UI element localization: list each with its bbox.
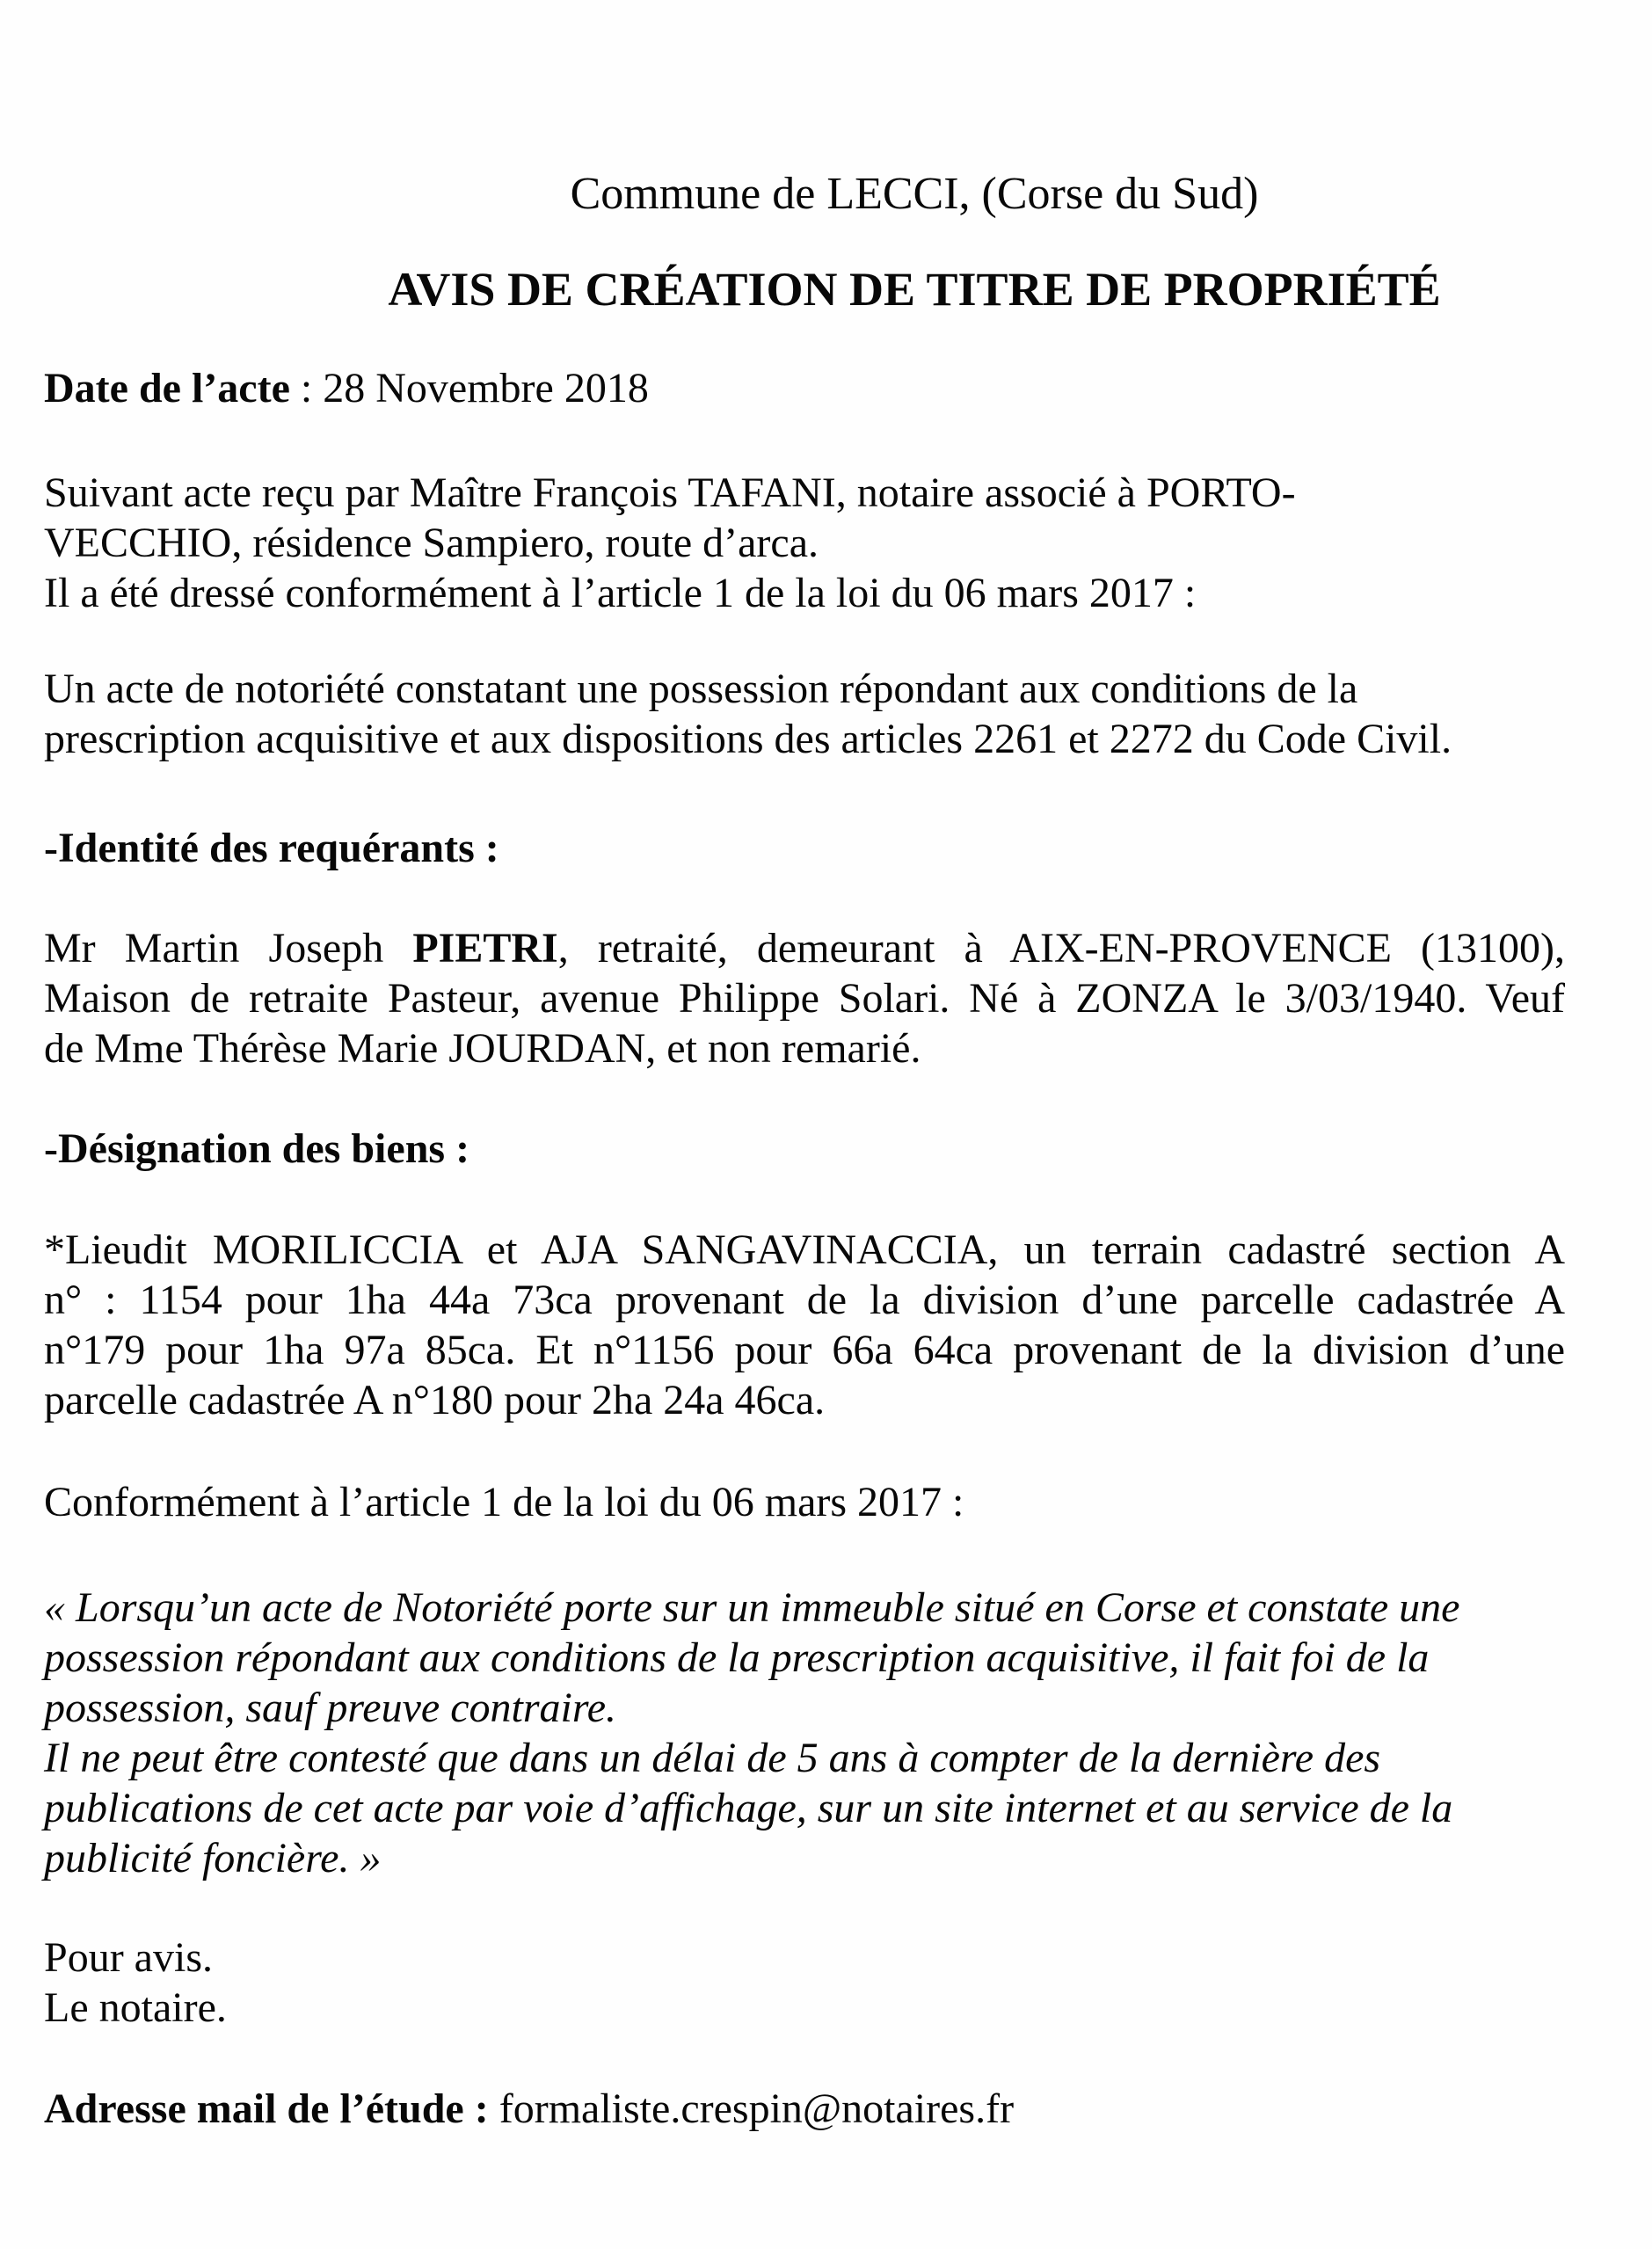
text-line: possession, sauf preuve contraire. [44, 1685, 617, 1731]
text-line: publicité foncière. » [44, 1835, 382, 1881]
date-value: 28 Novembre 2018 [323, 365, 649, 411]
text-line: parcelle cadastrée A n°180 pour 2ha 24a 46ca. [44, 1377, 826, 1423]
text-line: Il ne peut être contesté que dans un délai de 5 ans à compter de la dernière des [44, 1735, 1381, 1781]
text-line: Un acte de notoriété constatant une possession répondant aux conditions de la [44, 666, 1358, 712]
le-notaire-line: Le notaire. [44, 1984, 227, 2031]
notoriete-paragraph [44, 664, 1565, 764]
text-line: n°179 pour 1ha 97a 85ca. Et n°1156 pour 66a 64ca provenant de la division d’une [44, 1327, 1565, 1373]
text-line: « Lorsqu’un acte de Notoriété porte sur un immeuble situé en Corse et constate une [44, 1584, 1460, 1631]
text-line: VECCHIO, résidence Sampiero, route d’arca. [44, 520, 819, 566]
identite-line1-after: , retraité, demeurant à AIX-EN-PROVENCE (13100), [557, 925, 1565, 972]
citation-paragraph [44, 1583, 1565, 1883]
identite-paragraph [44, 923, 1565, 1074]
text-line: publications de cet acte par voie d’affichage, sur un site internet et au service de la [44, 1785, 1453, 1831]
email-line [44, 2084, 1565, 2134]
text-line: possession répondant aux conditions de la prescription acquisitive, il fait foi de la [44, 1634, 1430, 1681]
signature-block [44, 1932, 1565, 2033]
date-line [44, 363, 1565, 413]
pour-avis-line: Pour avis. [44, 1934, 213, 1981]
text-line: *Lieudit MORILICCIA et AJA SANGAVINACCIA, un terrain cadastré section A [44, 1226, 1565, 1273]
date-separator: : [289, 365, 324, 411]
text-line: prescription acquisitive et aux dispositions des articles 2261 et 2272 du Code Civil. [44, 716, 1452, 762]
designation-paragraph [44, 1225, 1565, 1425]
acte-recu-paragraph [44, 468, 1565, 618]
text-line: Il a été dressé conformément à l’article 1 de la loi du 06 mars 2017 : [44, 570, 1197, 616]
text-line: de Mme Thérèse Marie JOURDAN, et non remarié. [44, 1025, 921, 1072]
text-line: n° : 1154 pour 1ha 44a 73ca provenant de la division d’une parcelle cadastrée A [44, 1277, 1565, 1323]
identite-heading: -Identité des requérants : [44, 825, 499, 871]
date-label: Date de l’acte [44, 365, 290, 411]
requerant-name: PIETRI [412, 925, 558, 972]
identite-line1-before: Mr Martin Joseph [44, 925, 413, 972]
commune-line: Commune de LECCI, (Corse du Sud) [570, 169, 1259, 219]
text-line [44, 923, 1565, 973]
email-label: Adresse mail de l’étude : [44, 2085, 489, 2132]
text-line: Suivant acte reçu par Maître François TAFANI, notaire associé à PORTO- [44, 469, 1296, 516]
text-line: Maison de retraite Pasteur, avenue Philippe Solari. Né à ZONZA le 3/03/1940. Veuf [44, 975, 1565, 1022]
email-address: formaliste.crespin@notaires.fr [488, 2085, 1015, 2132]
conformement-line: Conformément à l’article 1 de la loi du 06 mars 2017 : [44, 1479, 964, 1525]
designation-heading: -Désignation des biens : [44, 1125, 470, 1172]
page-title: AVIS DE CRÉATION DE TITRE DE PROPRIÉTÉ [388, 263, 1441, 316]
